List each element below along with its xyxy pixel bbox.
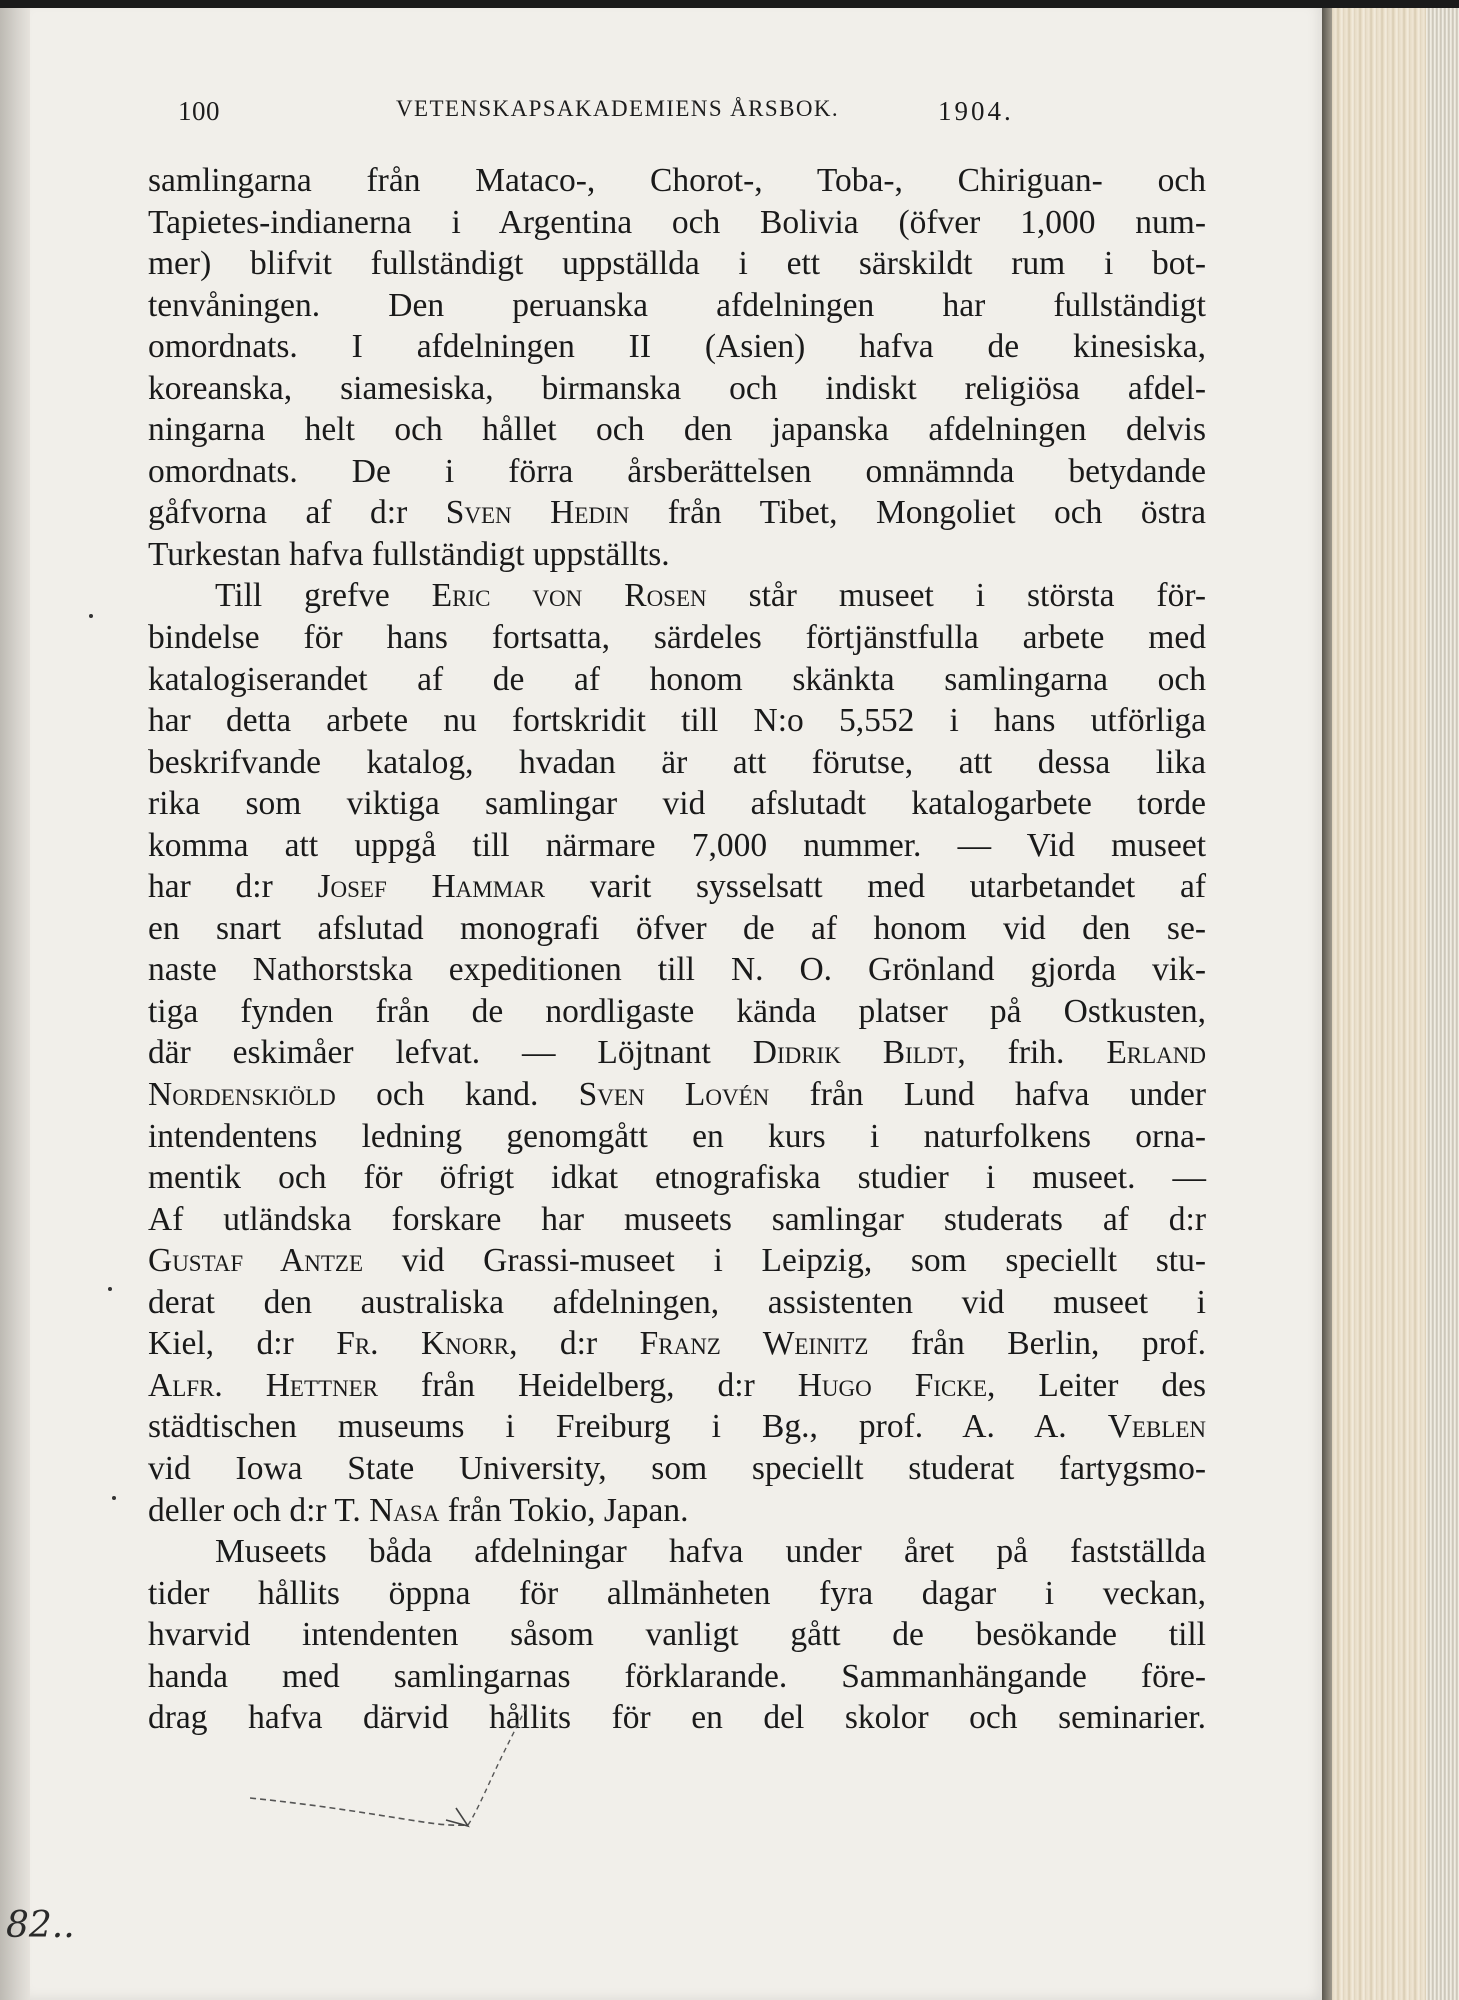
text-line	[148, 783, 1206, 825]
text-line	[148, 1365, 1206, 1407]
page-left-edge	[0, 0, 30, 2000]
text-segment: rika som viktiga samlingar vid afslutadt katalogarbete torde	[148, 785, 1206, 823]
text-segment: mer) blifvit fullständigt uppställda i ett särskildt rum i bot-	[148, 245, 1206, 283]
text-line	[148, 949, 1206, 991]
text-line	[148, 1323, 1206, 1365]
text-segment: mentik och för öfrigt idkat etnografiska studier i museet. —	[148, 1159, 1206, 1197]
text-line	[148, 825, 1206, 867]
text-line	[148, 492, 1206, 534]
person-name: Sven Hedin	[445, 494, 630, 532]
text-segment: har detta arbete nu fortskridit till N:o 5,552 i hans utförliga	[148, 702, 1206, 740]
text-line	[148, 1199, 1206, 1241]
running-head	[178, 96, 1058, 132]
text-segment: , d:r	[509, 1325, 640, 1363]
handwritten-margin-note: 82..	[6, 1905, 75, 1946]
text-line	[148, 991, 1206, 1033]
text-segment: samlingarna från Mataco-, Chorot-, Toba-, Chiriguan- och	[148, 162, 1206, 199]
text-segment: beskrifvande katalog, hvadan är att förutse, att dessa lika	[148, 743, 1206, 781]
text-segment: koreanska, siamesiska, birmanska och indiskt religiösa afdel-	[148, 369, 1206, 407]
person-name: Sven Lovén	[578, 1076, 770, 1114]
text-segment: gåfvorna af d:r	[148, 494, 446, 532]
text-line	[148, 866, 1206, 908]
text-segment: ningarna helt och hållet och den japanska afdelningen delvis	[148, 411, 1206, 449]
text-segment: har d:r	[148, 868, 318, 906]
text-line	[148, 368, 1206, 410]
text-segment: tenvåningen. Den peruanska afdelningen har fullständigt	[148, 286, 1206, 324]
text-segment: Af utländska forskare har museets samlingar studerats af d:r	[148, 1200, 1206, 1238]
text-line	[148, 742, 1206, 784]
text-segment: omordnats. De i förra årsberättelsen omnämnda betydande	[148, 452, 1206, 490]
text-segment: en snart afslutad monografi öfver de af honom vid den se-	[148, 909, 1206, 947]
person-name: Veblen	[1107, 1408, 1206, 1446]
text-segment: bindelse för hans fortsatta, särdeles förtjänstfulla arbete med	[148, 619, 1206, 657]
text-line	[148, 1614, 1206, 1656]
text-segment: Till grefve	[215, 577, 432, 615]
text-segment: drag hafva därvid hållits för en del skolor och seminarier.	[148, 1699, 1206, 1737]
text-line	[148, 1116, 1206, 1158]
text-line	[148, 1032, 1206, 1074]
person-name: Alfr. Hettner	[148, 1366, 379, 1404]
ink-speck	[108, 1287, 112, 1291]
running-year: 1904.	[938, 96, 1014, 126]
pencil-mark	[250, 1700, 650, 1870]
text-line	[148, 1074, 1206, 1116]
text-segment: derat den australiska afdelningen, assistenten vid museet i	[148, 1283, 1206, 1321]
text-segment: och kand.	[335, 1076, 579, 1114]
ink-speck	[89, 614, 93, 618]
text-segment: naste Nathorstska expeditionen till N. O. Grönland gjorda vik-	[148, 951, 1206, 989]
page-stack-edge	[1426, 0, 1459, 2000]
body-text	[148, 160, 1206, 1739]
text-line	[148, 575, 1206, 617]
text-segment: omordnats. I afdelningen II (Asien) hafva de kinesiska,	[148, 328, 1206, 366]
ink-speck	[112, 1496, 116, 1500]
text-line	[148, 1448, 1206, 1490]
person-name: Gustaf Antze	[148, 1242, 363, 1280]
text-line	[148, 534, 1206, 576]
text-segment: hvarvid intendenten såsom vanligt gått de besökande till	[148, 1616, 1206, 1654]
text-segment: från Tokio, Japan.	[439, 1491, 689, 1529]
text-segment: Turkestan hafva fullständigt uppställts.	[148, 535, 670, 573]
text-line	[148, 451, 1206, 493]
text-segment: från Tibet, Mongoliet och östra	[629, 494, 1206, 532]
person-name: Hugo Ficke	[797, 1366, 988, 1404]
text-segment: från Lund hafva under	[769, 1076, 1206, 1114]
text-line	[148, 202, 1206, 244]
person-name: Nasa	[369, 1491, 440, 1529]
text-line	[148, 1656, 1206, 1698]
text-segment: tider hållits öppna för allmänheten fyra dagar i veckan,	[148, 1574, 1206, 1612]
text-line	[148, 326, 1206, 368]
text-line	[148, 1490, 1206, 1532]
text-line	[148, 659, 1206, 701]
text-segment: varit sysselsatt med utarbetandet af	[545, 868, 1206, 906]
text-line	[148, 1157, 1206, 1199]
text-segment: tiga fynden från de nordligaste kända platser på Ostkusten,	[148, 992, 1206, 1030]
text-line	[148, 908, 1206, 950]
text-line	[148, 409, 1206, 451]
person-name: Erland	[1106, 1034, 1206, 1072]
text-segment: från Heidelberg, d:r	[378, 1366, 798, 1404]
text-segment: deller och d:r T.	[148, 1491, 370, 1529]
text-segment: står museet i största för-	[706, 577, 1206, 615]
text-segment: vid Grassi-museet i Leipzig, som speciellt stu-	[363, 1242, 1206, 1280]
text-segment: komma att uppgå till närmare 7,000 nummer. — Vid museet	[148, 826, 1206, 864]
text-line	[148, 160, 1206, 202]
text-segment: från Berlin, prof.	[868, 1325, 1207, 1363]
text-line	[148, 1531, 1206, 1573]
text-segment: Museets båda afdelningar hafva under året på fastställda	[215, 1533, 1206, 1571]
text-segment: katalogiserandet af de af honom skänkta samlingarna och	[148, 660, 1206, 698]
person-name: Franz Weinitz	[639, 1325, 869, 1363]
text-line	[148, 1282, 1206, 1324]
page-number: 100	[178, 96, 220, 126]
text-segment: intendentens ledning genomgått en kurs i naturfolkens orna-	[148, 1117, 1206, 1155]
person-name: Fr. Knorr	[336, 1325, 510, 1363]
text-segment: , Leiter des	[987, 1366, 1206, 1404]
text-line	[148, 1240, 1206, 1282]
scan-top-border	[0, 0, 1459, 8]
text-line	[148, 617, 1206, 659]
text-segment: Tapietes-indianerna i Argentina och Bolivia (öfver 1,000 num-	[148, 203, 1206, 241]
text-segment: , frih.	[957, 1034, 1107, 1072]
person-name: Didrik Bildt	[752, 1034, 958, 1072]
text-segment: städtischen museums i Freiburg i Bg., prof. A. A.	[148, 1408, 1108, 1446]
person-name: Nordenskiöld	[148, 1076, 336, 1114]
page-gutter-shadow	[1322, 0, 1332, 2000]
text-line	[148, 1573, 1206, 1615]
text-segment: handa med samlingarnas förklarande. Sammanhängande före-	[148, 1657, 1206, 1695]
text-segment: vid Iowa State University, som speciellt studerat fartygsmo-	[148, 1449, 1206, 1487]
text-line	[148, 700, 1206, 742]
person-name: Eric von Rosen	[431, 577, 707, 615]
text-line	[148, 1406, 1206, 1448]
text-segment: Kiel, d:r	[148, 1325, 337, 1363]
person-name: Josef Hammar	[317, 868, 546, 906]
text-segment: där eskimåer lefvat. — Löjtnant	[148, 1034, 753, 1072]
running-title: VETENSKAPSAKADEMIENS ÅRSBOK.	[396, 96, 840, 121]
text-line	[148, 243, 1206, 285]
text-line	[148, 285, 1206, 327]
